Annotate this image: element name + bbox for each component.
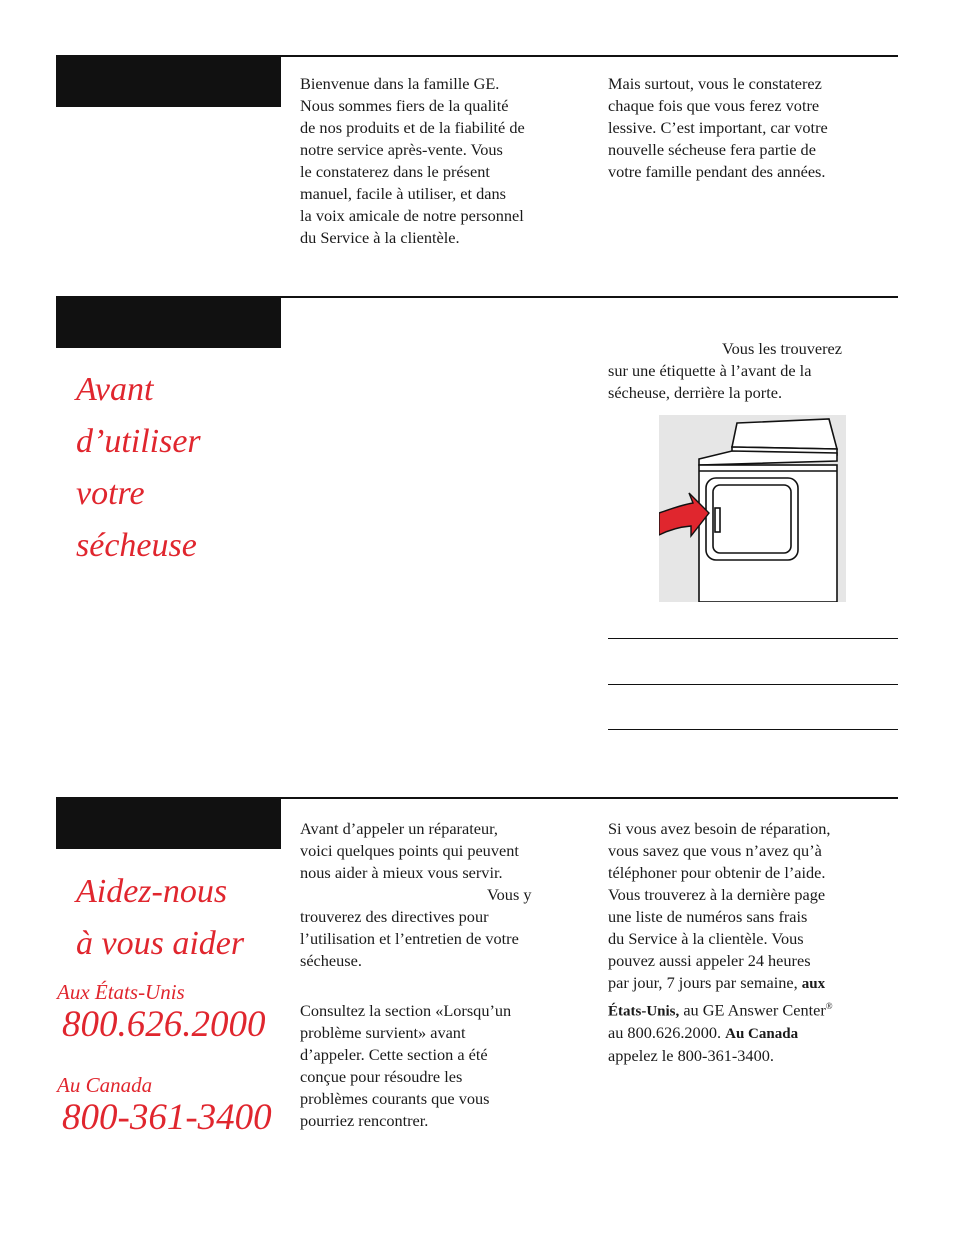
canada-phone-number[interactable]: 800-361-3400	[62, 1097, 272, 1138]
us-label: Aux États-Unis	[57, 980, 185, 1004]
text-line: sur une étiquette à l’avant de la	[608, 361, 812, 380]
text-line: Vous trouverez à la dernière page	[608, 885, 826, 904]
us-phone-number[interactable]: 800.626.2000	[62, 1004, 266, 1045]
text-line: chaque fois que vous ferez votre	[608, 96, 820, 115]
text-span: au 800.626.2000.	[608, 1023, 726, 1043]
text-line: Si vous avez besoin de réparation,	[608, 819, 831, 838]
text-line: Vous les trouverez	[722, 339, 842, 358]
title-line: sécheuse	[76, 527, 197, 564]
title-line: votre	[76, 475, 145, 512]
text-line: sécheuse, derrière la porte.	[608, 383, 783, 402]
text-line	[608, 995, 833, 1022]
text-line: trouverez des directives pour	[300, 907, 489, 926]
text-line: votre famille pendant des années.	[608, 162, 826, 181]
text-line: téléphoner pour obtenir de l’aide.	[608, 863, 826, 882]
text-line: pouvez aussi appeler 24 heures	[608, 951, 811, 970]
text-line: Mais surtout, vous le constaterez	[608, 74, 822, 93]
text-line: voici quelques points qui peuvent	[300, 841, 519, 860]
welcome-column-2	[608, 73, 828, 183]
text-line: l’utilisation et l’entretien de votre	[300, 929, 519, 948]
serial-number-line[interactable]	[608, 684, 898, 685]
text-line: du Service à la clientèle.	[300, 228, 460, 247]
text-line: de nos produits et de la fiabilité de	[300, 118, 525, 137]
text-line: conçue pour résoudre les	[300, 1067, 463, 1086]
text-line: vous savez que vous n’avez qu’à	[608, 841, 822, 860]
text-line: manuel, facile à utiliser, et dans	[300, 184, 506, 203]
text-line: problèmes courants que vous	[300, 1089, 490, 1108]
bold-text: Au Canada	[725, 1026, 799, 1043]
text-line: problème survient» avant	[300, 1023, 466, 1042]
text-line: du Service à la clientèle. Vous	[608, 929, 804, 948]
welcome-column-1	[300, 73, 525, 249]
canada-label: Au Canada	[57, 1073, 153, 1097]
text-line: le constaterez dans le présent	[300, 162, 490, 181]
model-serial-text	[608, 338, 898, 404]
text-line: Avant d’appeler un réparateur,	[300, 819, 498, 838]
text-line: pourriez rencontrer.	[300, 1111, 429, 1130]
text-line: Nous sommes fiers de la qualité	[300, 96, 509, 115]
text-line: nouvelle sécheuse fera partie de	[608, 140, 816, 159]
title-line: Aidez-nous	[76, 873, 228, 910]
text-line: Consultez la section «Lorsqu’un	[300, 1001, 512, 1020]
bold-text: aux	[801, 976, 826, 992]
help-title	[76, 866, 244, 970]
section-header-bar-welcome	[56, 57, 281, 107]
text-line: appelez le 800-361-3400.	[608, 1046, 774, 1066]
help-column-1	[300, 818, 585, 1132]
help-column-2	[608, 818, 833, 1067]
text-line: lessive. C’est important, car votre	[608, 118, 828, 137]
text-line: Vous y	[487, 885, 532, 904]
text-line: une liste de numéros sans frais	[608, 907, 808, 926]
before-use-title	[76, 364, 201, 572]
text-line: la voix amicale de notre personnel	[300, 206, 524, 225]
text-line	[608, 1022, 833, 1045]
model-number-line[interactable]	[608, 638, 898, 639]
text-line	[608, 972, 833, 995]
title-line: Avant	[76, 371, 154, 408]
bold-text: États-Unis,	[608, 1003, 680, 1020]
text-span: au GE Answer Center	[679, 1000, 826, 1020]
text-line: notre service après-vente. Vous	[300, 140, 503, 159]
title-line: à vous aider	[76, 925, 245, 962]
registered-mark: ®	[825, 1001, 833, 1011]
text-line: Bienvenue dans la famille GE.	[300, 74, 500, 93]
text-line: nous aider à mieux vous servir.	[300, 863, 503, 882]
spacer	[300, 972, 585, 1000]
dryer-with-arrow-icon	[659, 415, 846, 602]
section-header-bar-help	[56, 799, 281, 849]
text-line: d’appeler. Cette section a été	[300, 1045, 488, 1064]
text-span: par jour, 7 jours par semaine,	[608, 973, 802, 992]
purchase-date-line[interactable]	[608, 729, 898, 730]
text-line: sécheuse.	[300, 951, 362, 970]
title-line: d’utiliser	[76, 423, 201, 460]
dryer-label-illustration	[659, 415, 846, 602]
section-header-bar-before-use	[56, 298, 281, 348]
